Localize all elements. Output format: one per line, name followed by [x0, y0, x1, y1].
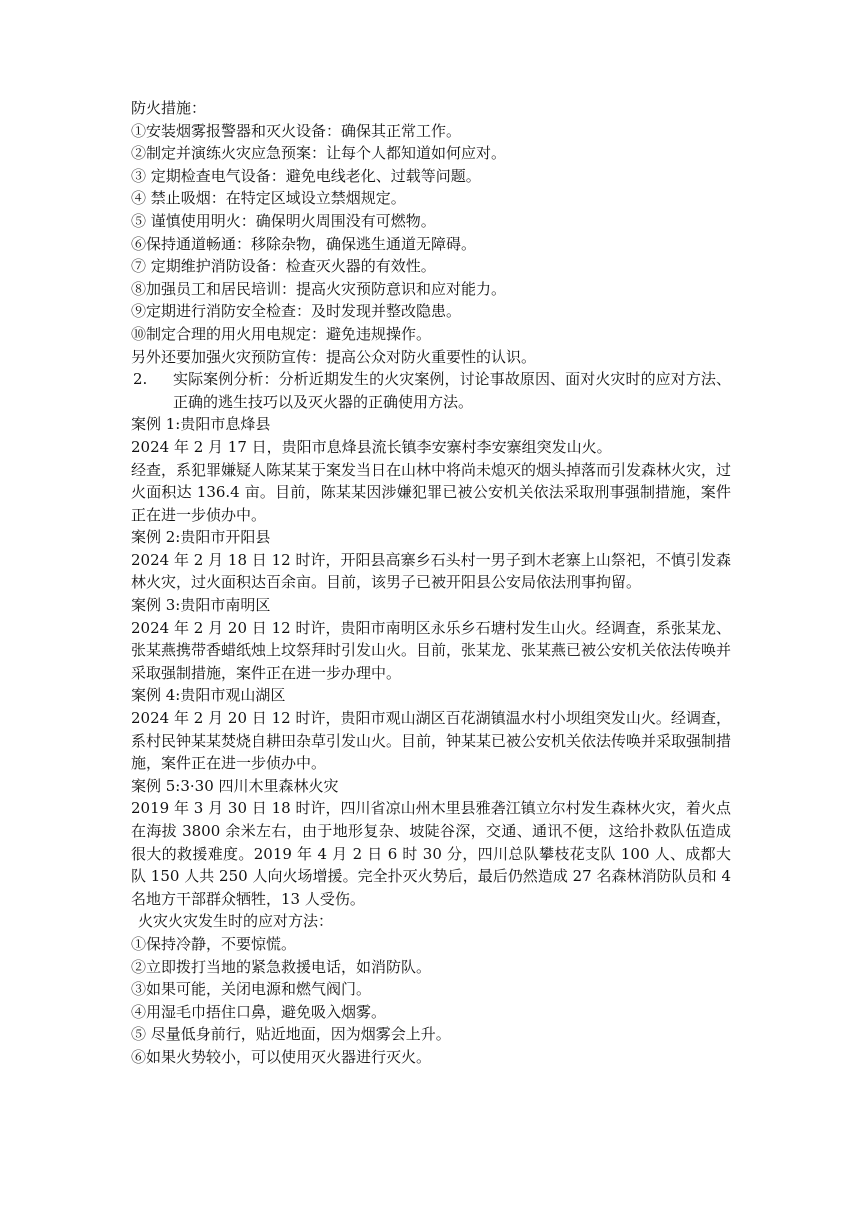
- fire-measure-item: ⑤ 谨慎使用明火：确保明火周围没有可燃物。: [131, 211, 436, 230]
- response-item: ④用湿毛巾捂住口鼻，避免吸入烟雾。: [131, 1002, 387, 1021]
- case-paragraph: 2024 年 2 月 17 日，贵阳市息烽县流长镇李安寨村李安寨组突发山火。: [131, 437, 612, 456]
- case-paragraph: 2019 年 3 月 30 日 18 时许，四川省凉山州木里县雅砻江镇立尔村发生森林火灾，着火点在海拔 3800 余米左右，由于地形复杂、坡陡谷深，交通、通讯不便，这给扑救队伍造成很大的救援难度。2019 年 4 月 2 日 6 时 30 分，四川总队攀枝花支队 100 人、成都大队 150 人共 250 人向火场增援。完全扑灭火势后，最后仍然造成 27 名森林消防队员和 4 名地方干部群众牺牲，13 人受伤。: [131, 799, 731, 908]
- case-title: 案例 3:贵阳市南明区: [131, 596, 271, 615]
- fire-measures-heading: 防火措施：: [131, 99, 207, 117]
- document-body: [131, 97, 731, 1069]
- fire-measure-item: ⑨定期进行消防安全检查：及时发现并整改隐患。: [131, 302, 462, 321]
- fire-measure-item: ⑦ 定期维护消防设备：检查灭火器的有效性。: [131, 257, 436, 276]
- case-analysis-number: 2.: [133, 370, 148, 389]
- fire-measure-item: ①安装烟雾报警器和灭火设备：确保其正常工作。: [131, 121, 462, 140]
- response-item: ③如果可能，关闭电源和燃气阀门。: [131, 980, 372, 999]
- case-analysis-item: [131, 368, 731, 413]
- case-title: 案例 2:贵阳市开阳县: [131, 528, 271, 547]
- case-title: 案例 5:3·30 四川木里森林火灾: [131, 776, 339, 795]
- case-paragraph: 2024 年 2 月 20 日 12 时许，贵阳市观山湖区百花湖镇温水村小坝组突发山火。经调查，系村民钟某某焚烧自耕田杂草引发山火。目前，钟某某已被公安机关依法传唤并采取强制措施，案件正在进一步侦办中。: [131, 709, 732, 773]
- fire-measure-item: ⑧加强员工和居民培训：提高火灾预防意识和应对能力。: [131, 279, 507, 298]
- case-title: 案例 4:贵阳市观山湖区: [131, 686, 286, 705]
- case-title: 案例 1:贵阳市息烽县: [131, 415, 271, 434]
- response-heading: 火灾火灾发生时的应对方法：: [138, 912, 334, 931]
- fire-measure-item: ⑥保持通道畅通：移除杂物，确保逃生通道无障碍。: [131, 234, 477, 253]
- response-item: ②立即拨打当地的紧急救援电话，如消防队。: [131, 957, 432, 976]
- case-paragraph: 2024 年 2 月 18 日 12 时许，开阳县高寨乡石头村一男子到木老寨上山祭祀，不慎引发森林火灾，过火面积达百余亩。目前，该男子已被开阳县公安局依法刑事拘留。: [131, 550, 731, 592]
- fire-prevention-publicity: 另外还要加强火灾预防宣传：提高公众对防火重要性的认识。: [131, 347, 537, 366]
- response-item: ⑤ 尽量低身前行，贴近地面，因为烟雾会上升。: [131, 1025, 451, 1044]
- fire-measure-item: ②制定并演练火灾应急预案：让每个人都知道如何应对。: [131, 144, 507, 163]
- response-item: ⑥如果火势较小，可以使用灭火器进行灭火。: [131, 1047, 432, 1066]
- case-analysis-text: 实际案例分析：分析近期发生的火灾案例，讨论事故原因、面对火灾时的应对方法、正确的逃生技巧以及灭火器的正确使用方法。: [173, 370, 731, 411]
- case-paragraph: 经查，系犯罪嫌疑人陈某某于案发当日在山林中将尚未熄灭的烟头掉落而引发森林火灾，过火面积达 136.4 亩。目前，陈某某因涉嫌犯罪已被公安机关依法采取刑事强制措施，案件正在进一步侦办中。: [131, 460, 732, 524]
- fire-measure-item: ④ 禁止吸烟：在特定区域设立禁烟规定。: [131, 189, 406, 208]
- response-item: ①保持冷静，不要惊慌。: [131, 934, 297, 953]
- fire-measure-item: ⑩制定合理的用火用电规定：避免违规操作。: [131, 324, 432, 343]
- fire-measure-item: ③ 定期检查电气设备：避免电线老化、过载等问题。: [131, 166, 481, 185]
- case-paragraph: 2024 年 2 月 20 日 12 时许，贵阳市南明区永乐乡石塘村发生山火。经调查，系张某龙、张某燕携带香蜡纸烛上坟祭拜时引发山火。目前，张某龙、张某燕已被公安机关依法传唤并采取强制措施，案件正在进一步办理中。: [131, 618, 732, 682]
